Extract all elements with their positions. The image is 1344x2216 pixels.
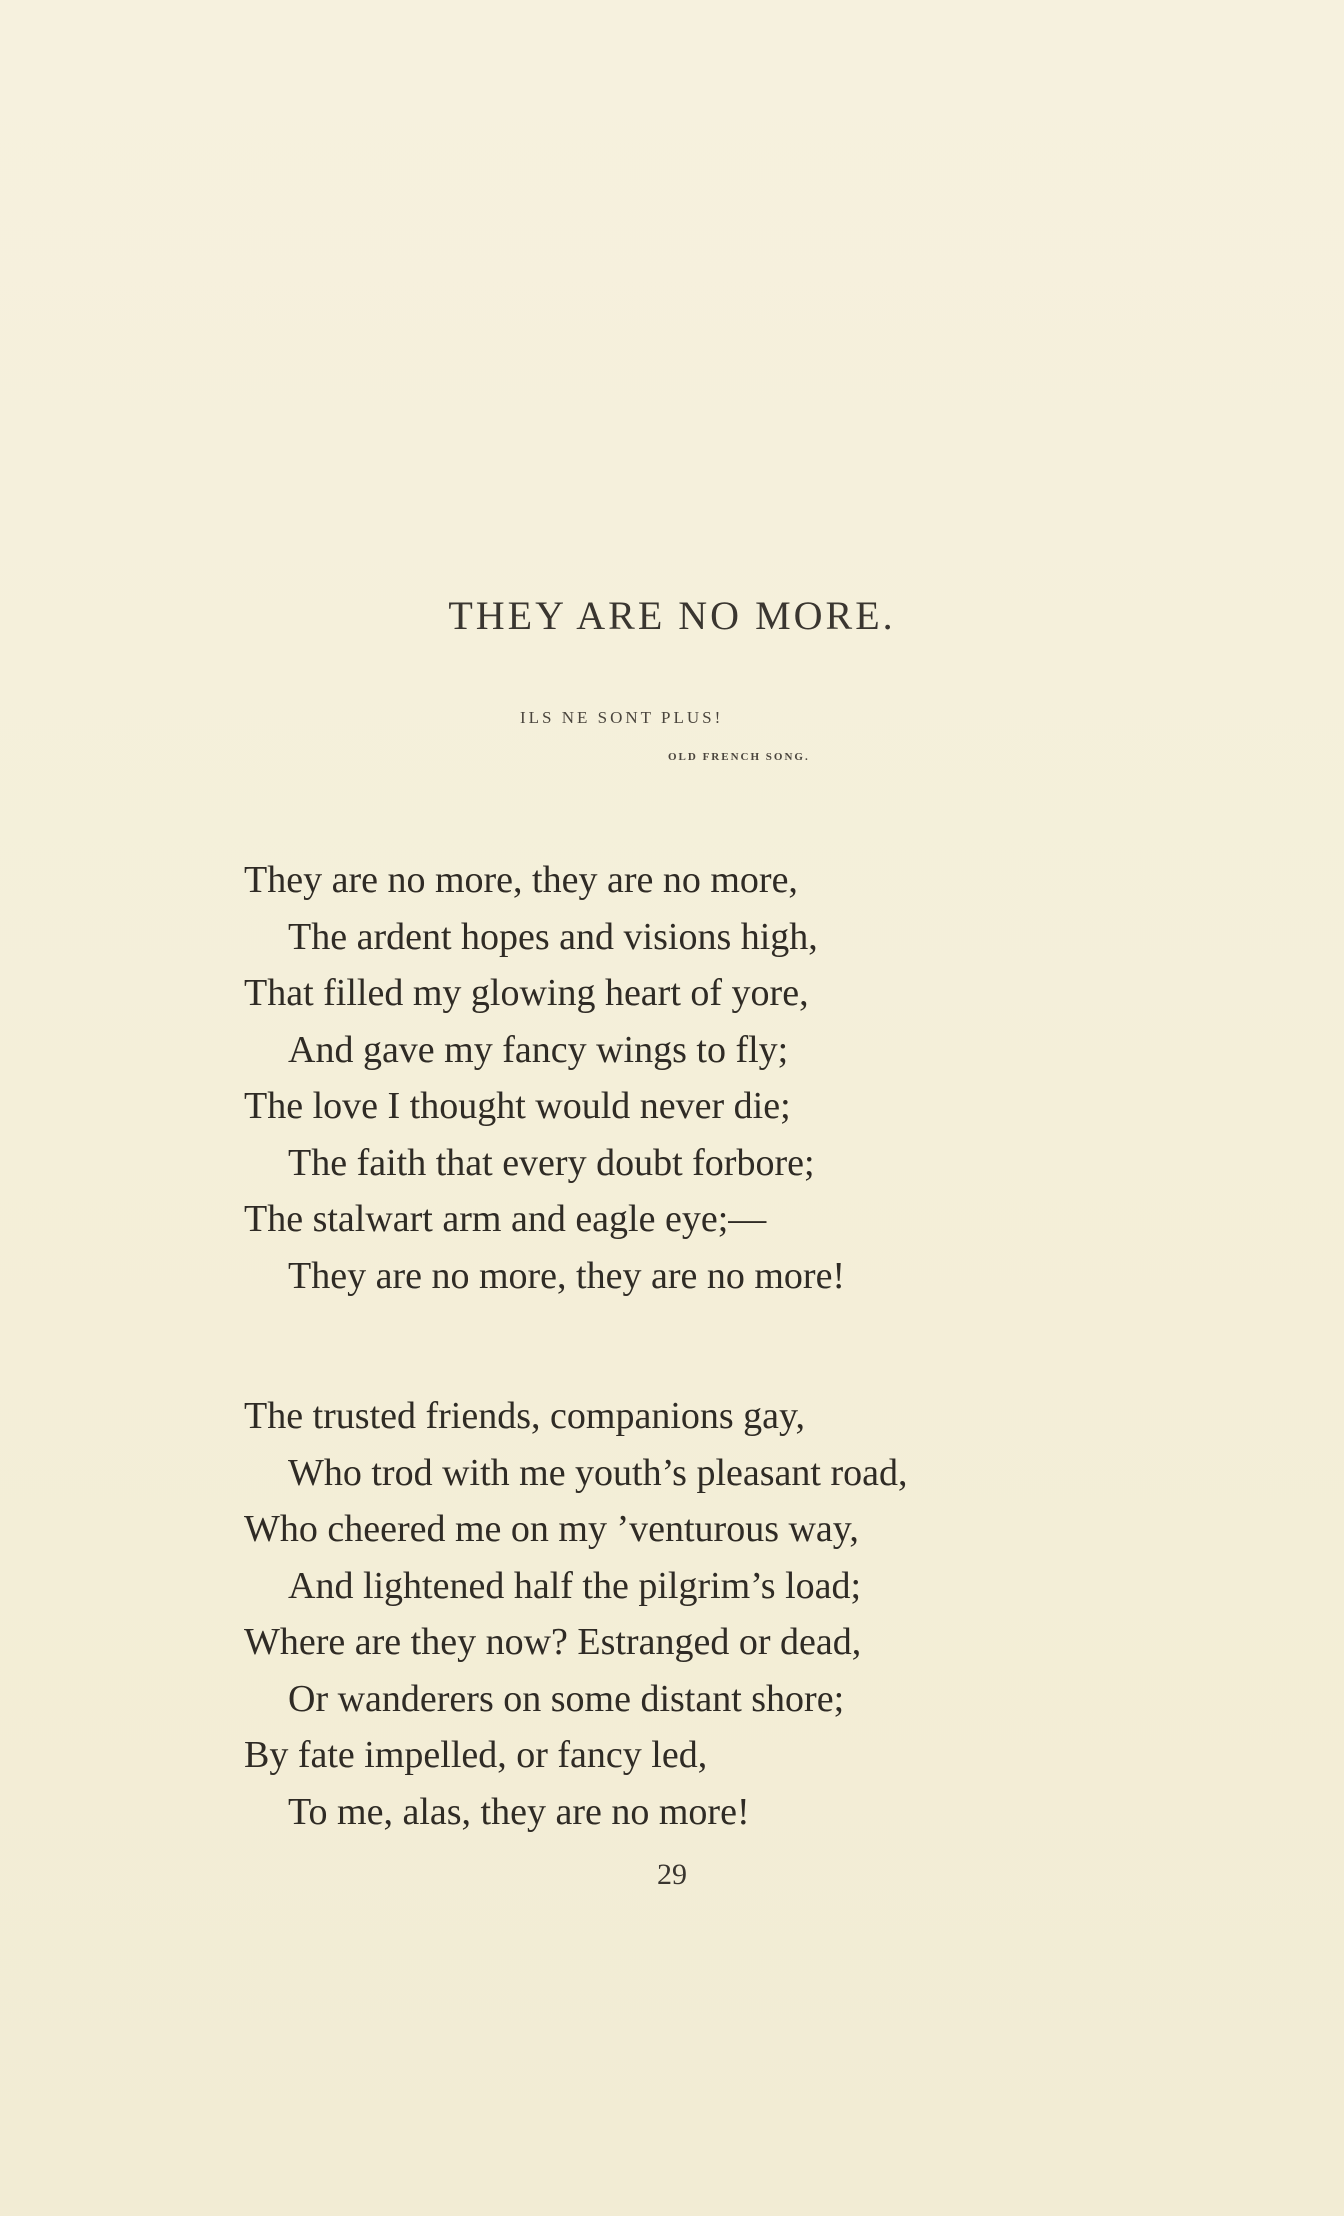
poem-line: Who cheered me on my ’venturous way, [244, 1508, 859, 1550]
poem-line: The ardent hopes and visions high, [288, 915, 818, 958]
poem-line: The trusted friends, companions gay, [244, 1395, 806, 1437]
poem-line: The faith that every doubt forbore; [288, 1141, 815, 1184]
poem-line: The love I thought would never die; [244, 1085, 791, 1127]
poem-line: And gave my fancy wings to fly; [288, 1028, 789, 1071]
poem-line: They are no more, they are no more! [288, 1254, 846, 1297]
poem-line: Or wanderers on some distant shore; [288, 1677, 845, 1720]
epigraph-text: ILS NE SONT PLUS! [520, 708, 724, 727]
poem-line: To me, alas, they are no more! [288, 1790, 750, 1833]
stanza-1 [244, 852, 1144, 1304]
epigraph-source: OLD FRENCH SONG. [668, 751, 810, 763]
poem-line: By fate impelled, or fancy led, [244, 1734, 708, 1776]
poem-title: THEY ARE NO MORE. [448, 593, 896, 638]
poem-line: Where are they now? Estranged or dead, [244, 1621, 862, 1663]
page-number: 29 [657, 1858, 687, 1891]
poem-line: They are no more, they are no more, [244, 859, 798, 901]
poem-line: The stalwart arm and eagle eye;— [244, 1198, 767, 1240]
poem-line: That filled my glowing heart of yore, [244, 972, 809, 1014]
poem-line: And lightened half the pilgrim’s load; [288, 1564, 862, 1607]
poem-line: Who trod with me youth’s pleasant road, [288, 1451, 908, 1494]
stanza-2 [244, 1388, 1144, 1840]
